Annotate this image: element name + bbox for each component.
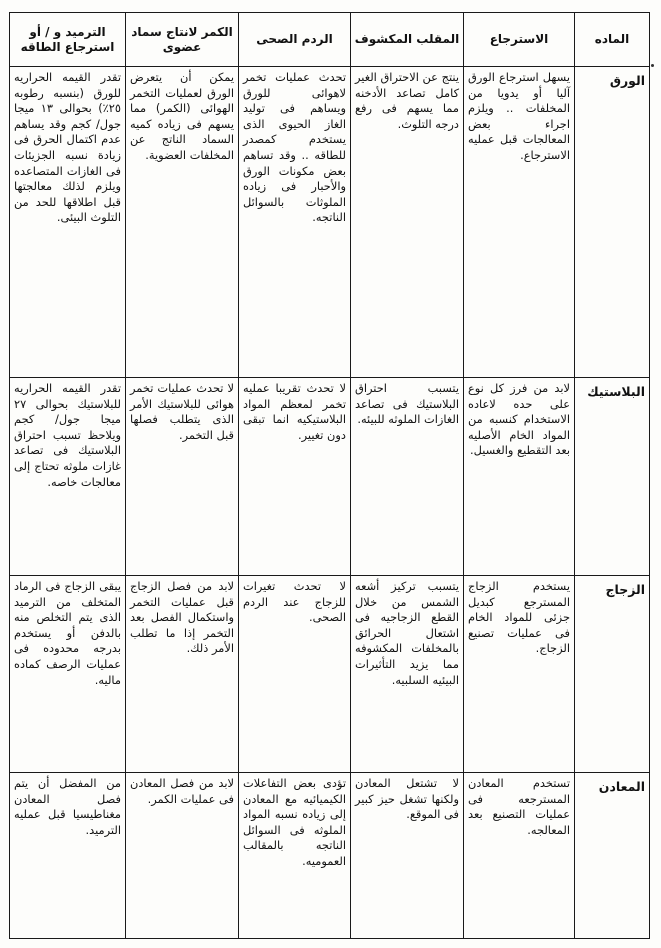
header-open-dump: المقلب المكشوف — [351, 13, 464, 67]
composting-cell: يمكن أن يتعرض الورق لعمليات التخمر الهوائى (الكمر) مما يسهم فى زياده كميه السماد الناتج عن المخلفات العضوية. — [126, 67, 239, 378]
recycling-cell: تستخدم المعادن المسترجعه فى عمليات التصنيع بعد المعالجه. — [464, 773, 575, 939]
margin-mark — [651, 64, 654, 67]
table-row-glass — [10, 576, 650, 773]
incineration-cell: تقدر القيمه الحراريه للبلاستيك بحوالى ٢٧ ميجا جول/ كجم ويلاحظ تسبب احتراق البلاستيك فى تصاعد غازات ملوثه تحتاج إلى معالجات خاصه. — [10, 378, 126, 576]
waste-treatment-table — [9, 12, 650, 939]
open-dump-cell: يتسبب احتراق البلاستيك فى تصاعد الغازات الملوثه للبيئه. — [351, 378, 464, 576]
table-row-plastic — [10, 378, 650, 576]
landfill-cell: لا تحدث تقريبا عمليه تخمر لمعظم المواد البلاستيكيه انما تبقى دون تغيير. — [239, 378, 351, 576]
table-row-paper — [10, 67, 650, 378]
open-dump-cell: لا تشتعل المعادن ولكنها تشغل حيز كبير فى الموقع. — [351, 773, 464, 939]
landfill-cell: تؤدى بعض التفاعلات الكيميائيه مع المعادن إلى زياده نسبه المواد الملوثه فى السوائل الناتجه بالمقالب العموميه. — [239, 773, 351, 939]
incineration-cell: من المفضل أن يتم فصل المعادن مغناطيسيا قبل عمليه الترميد. — [10, 773, 126, 939]
material-cell: الزجاج — [575, 576, 650, 773]
header-recycling: الاسترجاع — [464, 13, 575, 67]
incineration-cell: يبقى الزجاج فى الرماد المتخلف من الترميد الذى يتم التخلص منه بالدفن أو يستخدم بدرجه محدوده فى عمليات الرصف كماده ماليه. — [10, 576, 126, 773]
recycling-cell: لابد من فرز كل نوع على حده لاعاده الاستخدام كنسبه من المواد الخام الأصليه بعد التقطيع والغسيل. — [464, 378, 575, 576]
landfill-cell: تحدث عمليات تخمر لاهوائى للورق ويساهم فى توليد الغاز الحيوى الذى يستخدم كمصدر للطاقه .. وقد تساهم بعض مكونات الورق والأحبار فى زياده الملوثات بالسوائل الناتجه. — [239, 67, 351, 378]
table-header-row — [10, 13, 650, 67]
composting-cell: لا تحدث عمليات تخمر هوائى للبلاستيك الأمر الذى يتطلب فصلها قبل التخمر. — [126, 378, 239, 576]
header-composting: الكمر لانتاج سماد عضوى — [126, 13, 239, 67]
incineration-cell: تقدر القيمه الحراريه للورق (بنسبه رطوبه ٢٥٪) بحوالى ١٣ ميجا جول/ كجم وقد يساهم عدم اكتمال الحرق فى زيادة نسبه الجزيئات فى الغازات المتصاعده ويلزم لذلك معالجتها قبل اطلاقها للحد من التلوث البيئى. — [10, 67, 126, 378]
table-row-metals — [10, 773, 650, 939]
open-dump-cell: ينتج عن الاحتراق الغير كامل تصاعد الأدخنه مما يسهم فى رفع درجه التلوث. — [351, 67, 464, 378]
open-dump-cell: يتسبب تركيز أشعه الشمس من خلال القطع الزجاجيه فى اشتعال الحرائق بالمخلفات المكشوفه مما يزيد التأثيرات البيئيه السلبيه. — [351, 576, 464, 773]
header-incineration: الترميد و / أو استرجاع الطاقه — [10, 13, 126, 67]
header-sanitary-landfill: الردم الصحى — [239, 13, 351, 67]
composting-cell: لابد من فصل المعادن فى عمليات الكمر. — [126, 773, 239, 939]
material-cell: البلاستيك — [575, 378, 650, 576]
recycling-cell: يسهل استرجاع الورق آليا أو يدويا من المخلفات .. ويلزم اجراء بعض المعالجات قبل عمليه الاسترجاع. — [464, 67, 575, 378]
header-material: الماده — [575, 13, 650, 67]
material-cell: المعادن — [575, 773, 650, 939]
composting-cell: لابد من فصل الزجاج قبل عمليات التخمر واستكمال الفصل بعد التخمر إذا ما تطلب الأمر ذلك. — [126, 576, 239, 773]
landfill-cell: لا تحدث تغيرات للزجاج عند الردم الصحى. — [239, 576, 351, 773]
recycling-cell: يستخدم الزجاج المسترجع كبديل جزئى للمواد الخام فى عمليات تصنيع الزجاج. — [464, 576, 575, 773]
material-cell: الورق — [575, 67, 650, 378]
